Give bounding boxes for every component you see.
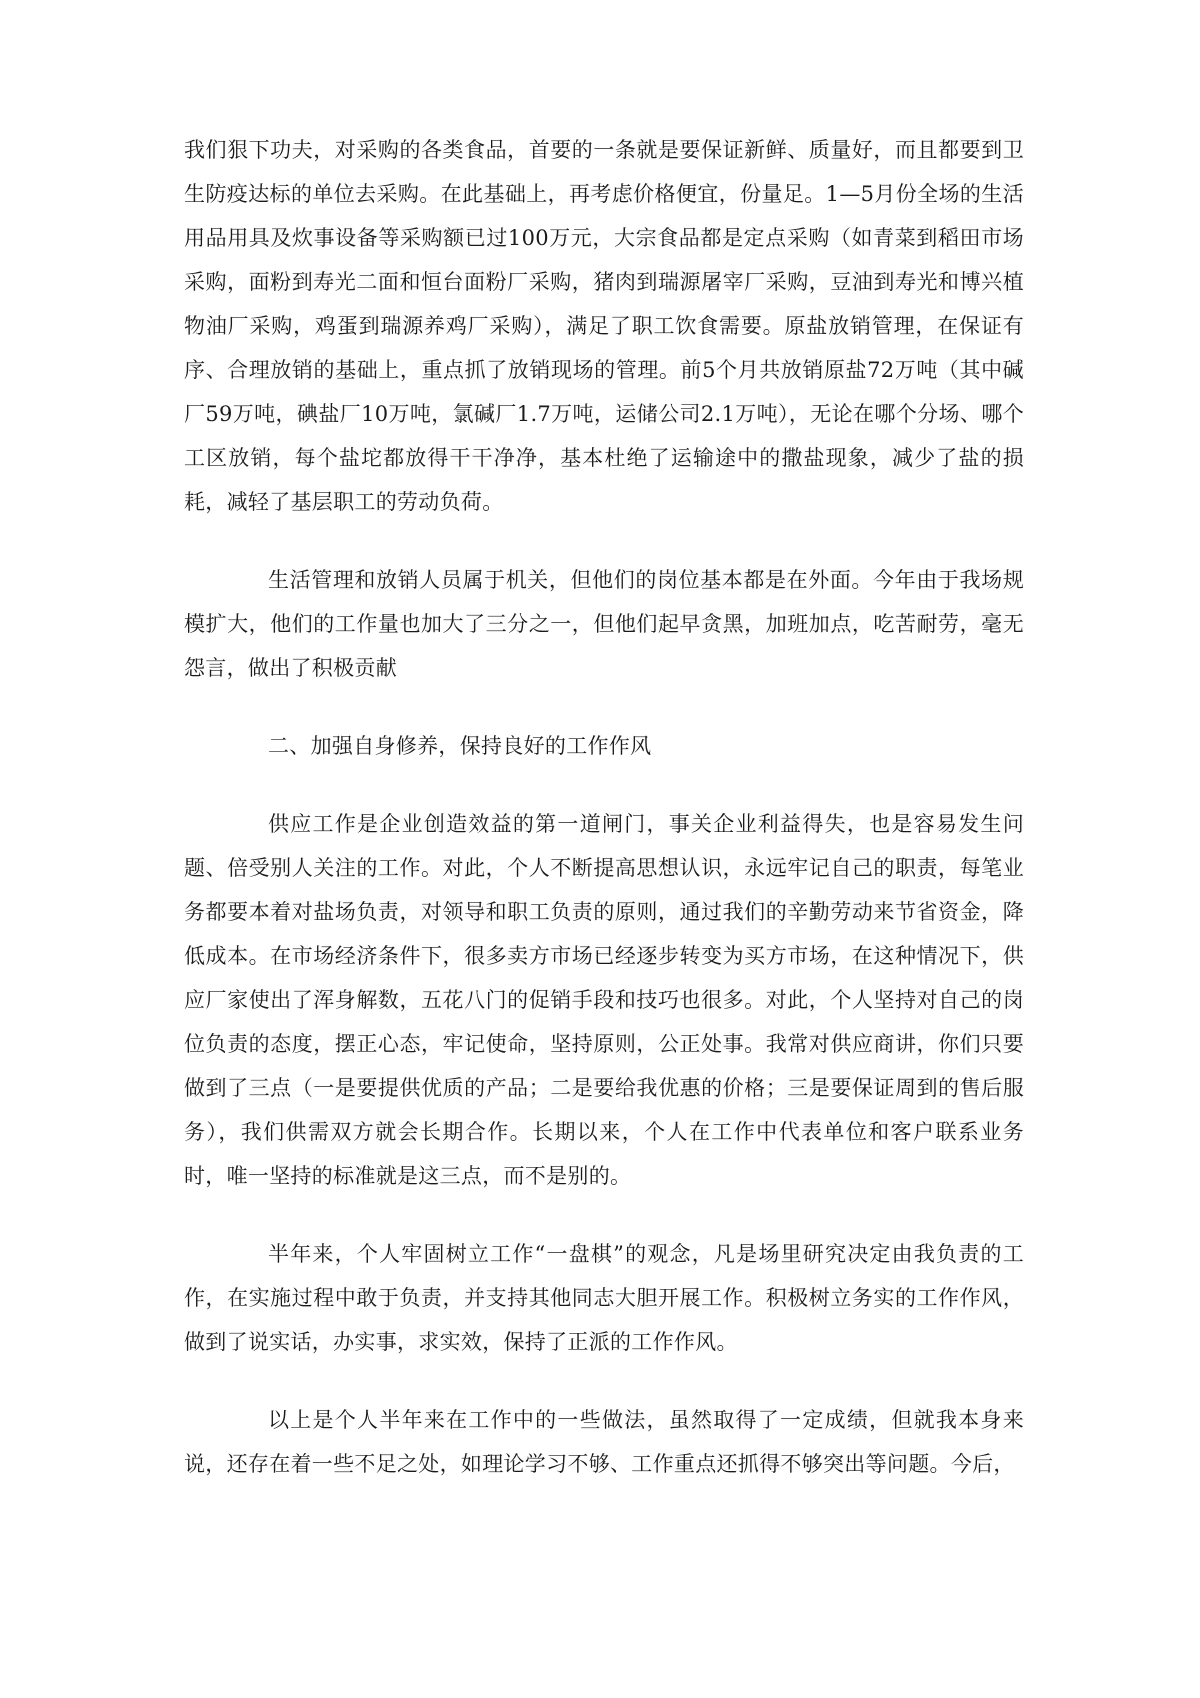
- document-body: [184, 128, 1024, 1520]
- paragraph-supply-work: 供应工作是企业创造效益的第一道闸门，事关企业利益得失，也是容易发生问题、倍受别人关注的工作。对此，个人不断提高思想认识，永远牢记自己的职责，每笔业务都要本着对盐场负责，对领导和职工负责的原则，通过我们的辛勤劳动来节省资金，降低成本。在市场经济条件下，很多卖方市场已经逐步转变为买方市场，在这种情况下，供应厂家使出了浑身解数，五花八门的促销手段和技巧也很多。对此，个人坚持对自己的岗位负责的态度，摆正心态，牢记使命，坚持原则，公正处事。我常对供应商讲，你们只要做到了三点（一是要提供优质的产品；二是要给我优惠的价格；三是要保证周到的售后服务），我们供需双方就会长期合作。长期以来，个人在工作中代表单位和客户联系业务时，唯一坚持的标准就是这三点，而不是别的。: [184, 812, 1024, 1188]
- paragraph-half-year: 半年来，个人牢固树立工作“一盘棋”的观念，凡是场里研究决定由我负责的工作，在实施过程中敢于负责，并支持其他同志大胆开展工作。积极树立务实的工作作风，做到了说实话，办实事，求实效，保持了正派的工作作风。: [184, 1242, 1024, 1354]
- paragraph-procurement: 我们狠下功夫，对采购的各类食品，首要的一条就是要保证新鲜、质量好，而且都要到卫生防疫达标的单位去采购。在此基础上，再考虑价格便宜，份量足。1—5月份全场的生活用品用具及炊事设备等采购额已过100万元，大宗食品都是定点采购（如青菜到稻田市场采购，面粉到寿光二面和恒台面粉厂采购，猪肉到瑞源屠宰厂采购，豆油到寿光和博兴植物油厂采购，鸡蛋到瑞源养鸡厂采购），满足了职工饮食需要。原盐放销管理，在保证有序、合理放销的基础上，重点抓了放销现场的管理。前5个月共放销原盐72万吨（其中碱厂59万吨，碘盐厂10万吨，氯碱厂1.7万吨，运储公司2.1万吨），无论在哪个分场、哪个工区放销，每个盐坨都放得干干净净，基本杜绝了运输途中的撒盐现象，减少了盐的损耗，减轻了基层职工的劳动负荷。: [184, 138, 1024, 514]
- section-heading-2: 二、加强自身修养，保持良好的工作作风: [268, 734, 652, 758]
- paragraph-summary: 以上是个人半年来在工作中的一些做法，虽然取得了一定成绩，但就我本身来说，还存在着一些不足之处，如理论学习不够、工作重点还抓得不够突出等问题。今后，: [184, 1408, 1024, 1476]
- paragraph-staff: 生活管理和放销人员属于机关，但他们的岗位基本都是在外面。今年由于我场规模扩大，他们的工作量也加大了三分之一，但他们起早贪黑，加班加点，吃苦耐劳，毫无怨言，做出了积极贡献: [184, 568, 1024, 680]
